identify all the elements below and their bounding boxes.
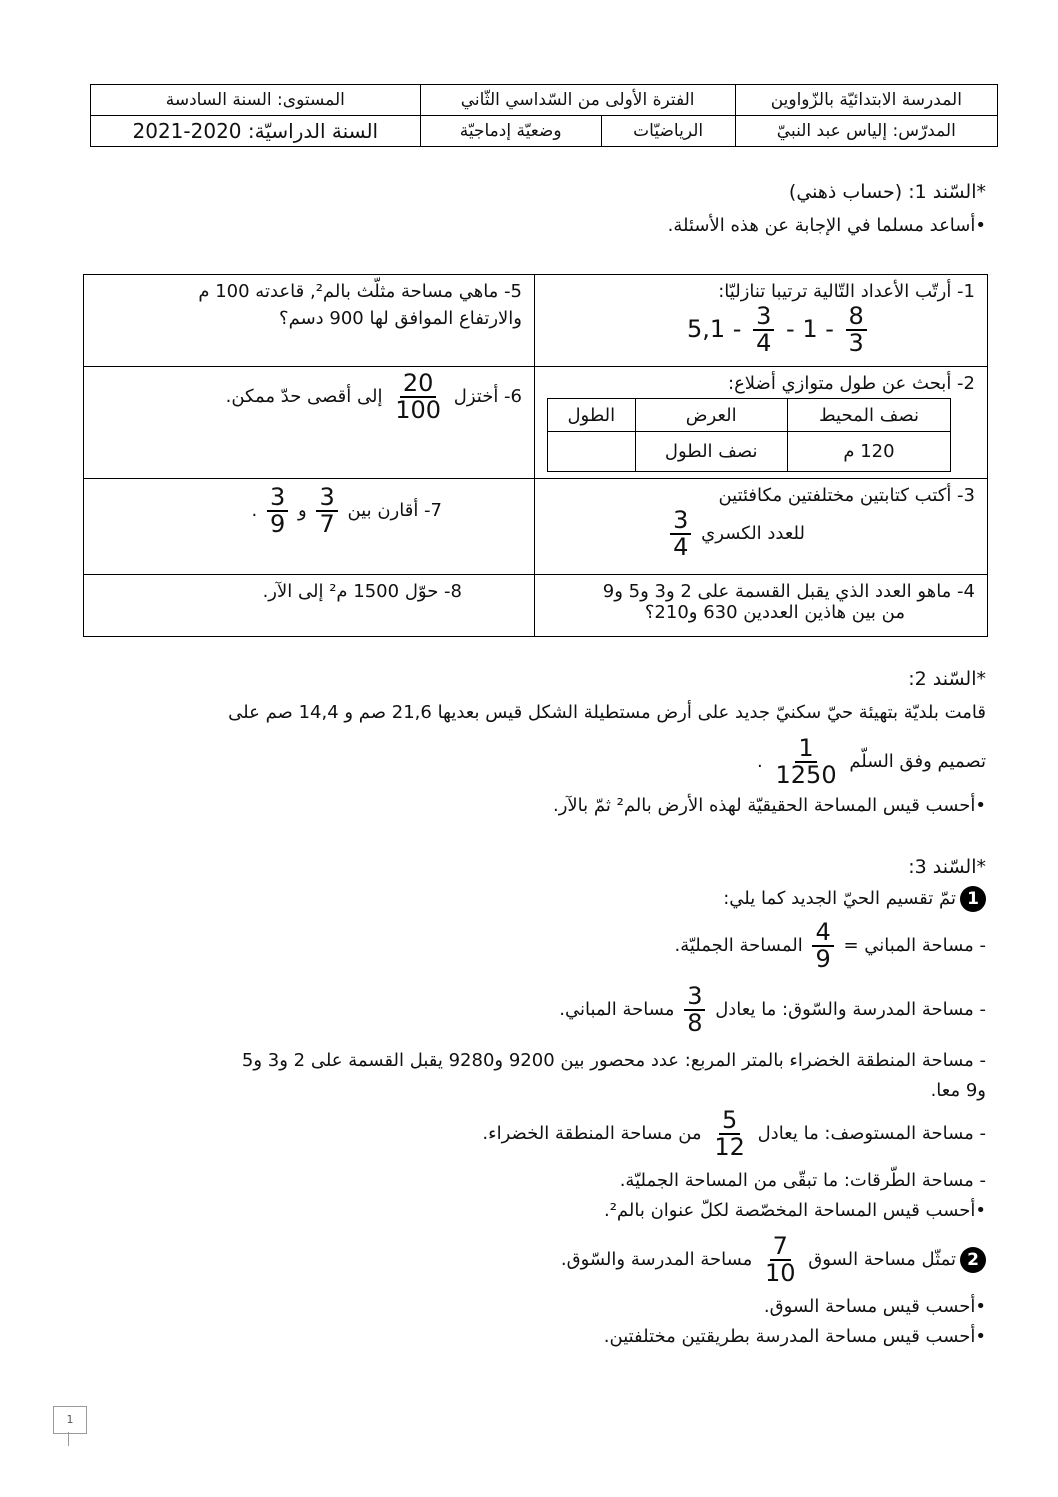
- question-7-row: 7- أقارن بين $\frac{3}{7}$ و $\frac{3}{9}$ .: [251, 483, 442, 539]
- question-4-line2: من بين هاذين العددين 630 و210؟: [644, 602, 905, 623]
- question-4: [535, 575, 988, 637]
- section3-part2: 2تمثّل مساحة السوق $\frac{7}{10}$ مساحة المدرسة والسّوق.: [561, 1234, 986, 1286]
- school-market-area: - مساحة المدرسة والسّوق: ما يعادل $\frac{3}{8}$ مساحة المباني.: [559, 982, 986, 1038]
- section3-task1: •أحسب قيس المساحة المخصّصة لكلّ عنوان بالم².: [603, 1200, 986, 1221]
- fraction: $\frac{3}{9}$: [267, 485, 288, 537]
- section1-instruction: •أساعد مسلما في الإجابة عن هذه الأسئلة.: [667, 215, 986, 236]
- question-2: [535, 367, 988, 479]
- cell-width: نصف الطول: [635, 432, 787, 472]
- school-name: المدرسة الابتدائيّة بالزّواوين: [735, 85, 997, 116]
- school-year: السنة الدراسيّة: 2020-2021: [91, 116, 421, 147]
- question-3-row: للعدد الكسري $\frac{3}{4}$: [547, 508, 975, 560]
- question-5: [84, 275, 535, 367]
- question-8: [84, 575, 535, 637]
- section2-title: *السّند 2:: [908, 668, 986, 690]
- cell-length: [548, 432, 636, 472]
- section2-task: •أحسب قيس المساحة الحقيقيّة لهذه الأرض بالم² ثمّ بالآر.: [553, 795, 986, 816]
- green-area-line2: و9 معا.: [930, 1080, 986, 1101]
- col-half-perimeter: نصف المحيط: [787, 399, 950, 432]
- section3-task3: •أحسب قيس مساحة المدرسة بطريقتين مختلفتين.: [603, 1326, 986, 1347]
- number-1: - 1 -: [786, 315, 834, 344]
- question-1-numbers: [547, 304, 975, 356]
- buildings-area: - مساحة المباني = $\frac{4}{9}$ المساحة الجمليّة.: [674, 918, 986, 974]
- roads-area: - مساحة الطّرقات: ما تبقّى من المساحة الجمليّة.: [619, 1170, 986, 1191]
- col-width: العرض: [635, 399, 787, 432]
- parallelogram-table: [547, 398, 951, 472]
- question-3: [535, 479, 988, 575]
- question-6-row: 6- أختزل $\frac{20}{100}$ إلى أقصى حدّ ممكن.: [225, 369, 522, 425]
- subject: الرياضيّات: [601, 116, 735, 147]
- question-6: [84, 367, 535, 479]
- question-1: [535, 275, 988, 367]
- fraction: $\frac{3}{4}$: [670, 508, 691, 560]
- question-5-line1: 5- ماهي مساحة مثلّث بالم², قاعدته 100 م: [198, 281, 522, 302]
- green-area-line1: - مساحة المنطقة الخضراء بالمتر المربع: عدد محصور بين 9200 و9280 يقبل القسمة على 2 و3 و5: [241, 1050, 986, 1071]
- number-badge-1: 1: [960, 886, 986, 912]
- number-5-1: 5,1 -: [687, 315, 742, 344]
- period: الفترة الأولى من السّداسي الثّاني: [420, 85, 735, 116]
- col-length: الطول: [548, 399, 636, 432]
- cell-half-perimeter: 120 م: [787, 432, 950, 472]
- clinic-area: - مساحة المستوصف: ما يعادل $\frac{5}{12}$ من مساحة المنطقة الخضراء.: [482, 1106, 986, 1162]
- fraction: $\frac{20}{100}$: [395, 369, 442, 425]
- question-1-text: 1- أرتّب الأعداد التّالية ترتيبا تنازليّا:: [718, 281, 975, 302]
- section2-line2: تصميم وفق السلّم $\frac{1}{1250}$ .: [757, 734, 986, 790]
- fraction: $\frac{3}{8}$: [684, 984, 705, 1036]
- exercise-type: وضعيّة إدماجيّة: [420, 116, 601, 147]
- header-table: [90, 84, 998, 147]
- fraction: $\frac{8}{3}$: [846, 304, 867, 356]
- question-3-text: 3- أكتب كتابتين مختلفتين مكافئتين: [718, 485, 975, 506]
- section3-title: *السّند 3:: [908, 856, 986, 878]
- number-badge-2: 2: [960, 1247, 986, 1273]
- section3-task2: •أحسب قيس مساحة السوق.: [763, 1296, 986, 1317]
- section2-line1: قامت بلديّة بتهيئة حيّ سكنيّ جديد على أرض مستطيلة الشكل قيس بعديها 21,6 صم و 14,4 صم على: [228, 702, 986, 723]
- question-7: [84, 479, 535, 575]
- questions-table: [83, 274, 988, 637]
- page-number: 1: [53, 1406, 87, 1434]
- page-marker-line: [68, 1432, 69, 1446]
- question-4-line1: 4- ماهو العدد الذي يقبل القسمة على 2 و3 و5 و9: [602, 581, 975, 602]
- fraction: $\frac{3}{4}$: [753, 304, 774, 356]
- fraction: $\frac{7}{10}$: [765, 1232, 796, 1288]
- fraction: $\frac{4}{9}$: [812, 920, 833, 972]
- scale-fraction: $\frac{1}{1250}$: [775, 734, 837, 790]
- section3-part1-intro: 1تمّ تقسيم الحيّ الجديد كما يلي:: [723, 886, 986, 912]
- fraction: $\frac{5}{12}$: [714, 1106, 745, 1162]
- section1-title: *السّند 1: (حساب ذهني): [788, 181, 986, 203]
- question-5-line2: والارتفاع الموافق لها 900 دسم؟: [279, 308, 522, 329]
- question-2-text: 2- أبحث عن طول متوازي أضلاع:: [728, 373, 975, 394]
- teacher-name: المدرّس: إلياس عبد النبيّ: [735, 116, 997, 147]
- question-8-text: 8- حوّل 1500 م² إلى الآر.: [262, 581, 462, 602]
- fraction: $\frac{3}{7}$: [316, 485, 337, 537]
- level: المستوى: السنة السادسة: [91, 85, 421, 116]
